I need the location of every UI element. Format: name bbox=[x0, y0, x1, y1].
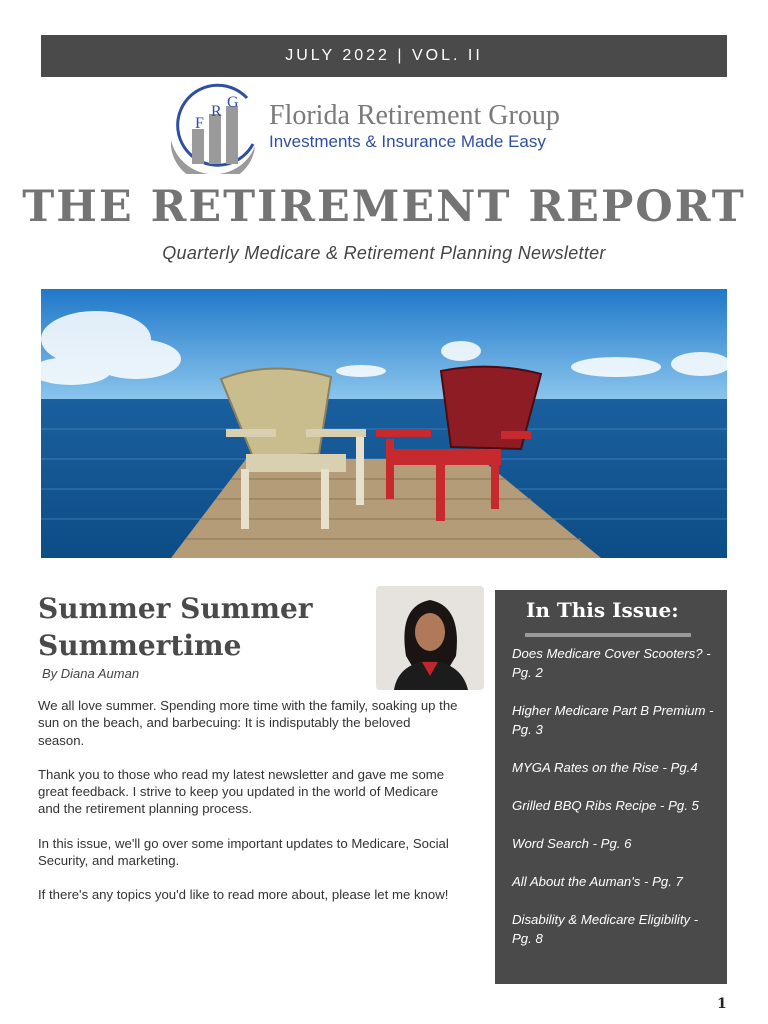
sidebar-title: In This Issue: bbox=[526, 598, 679, 622]
in-this-issue-sidebar bbox=[495, 590, 727, 984]
company-tagline: Investments & Insurance Made Easy bbox=[269, 132, 546, 151]
article-paragraph: We all love summer. Spending more time with the family, soaking up the sun on the beach, and barbecuing: It is indisputably the beloved season. bbox=[38, 698, 458, 748]
sidebar-divider bbox=[525, 633, 691, 637]
page-number: 1 bbox=[717, 996, 727, 1012]
issue-label: JULY 2022 | VOL. II bbox=[285, 47, 483, 64]
article-body bbox=[38, 697, 458, 921]
contents-item: MYGA Rates on the Rise - Pg.4 bbox=[512, 760, 698, 775]
article-paragraph: In this issue, we'll go over some important updates to Medicare, Social Security, and marketing. bbox=[38, 835, 449, 869]
logo-letter-r: R bbox=[211, 103, 222, 120]
article-paragraph: If there's any topics you'd like to read more about, please let me know! bbox=[38, 887, 449, 903]
newsletter-title: THE RETIREMENT REPORT bbox=[22, 182, 746, 232]
author-photo bbox=[376, 586, 484, 690]
logo-letter-f: F bbox=[195, 115, 204, 132]
article-title: Summer Summer Summertime bbox=[38, 592, 313, 662]
frg-logo-icon bbox=[163, 82, 263, 174]
contents-item: Higher Medicare Part B Premium - Pg. 3 bbox=[512, 703, 714, 737]
issue-contents-list bbox=[512, 644, 717, 967]
company-logo bbox=[163, 82, 593, 174]
newsletter-subtitle: Quarterly Medicare & Retirement Planning Newsletter bbox=[162, 243, 606, 263]
contents-item: Disability & Medicare Eligibility - Pg. 8 bbox=[512, 912, 699, 946]
issue-banner bbox=[41, 35, 727, 77]
logo-letter-g: G bbox=[227, 94, 239, 111]
contents-item: Word Search - Pg. 6 bbox=[512, 836, 632, 851]
article-byline: By Diana Auman bbox=[42, 666, 140, 681]
company-name: Florida Retirement Group bbox=[269, 100, 560, 131]
article-paragraph: Thank you to those who read my latest newsletter and gave me some great feedback. I strive to keep you updated in the world of Medicare and the retirement planning process. bbox=[38, 766, 445, 817]
contents-item: All About the Auman's - Pg. 7 bbox=[512, 874, 683, 889]
contents-item: Grilled BBQ Ribs Recipe - Pg. 5 bbox=[512, 798, 699, 813]
hero-image bbox=[41, 289, 727, 558]
contents-item: Does Medicare Cover Scooters? - Pg. 2 bbox=[512, 646, 711, 680]
